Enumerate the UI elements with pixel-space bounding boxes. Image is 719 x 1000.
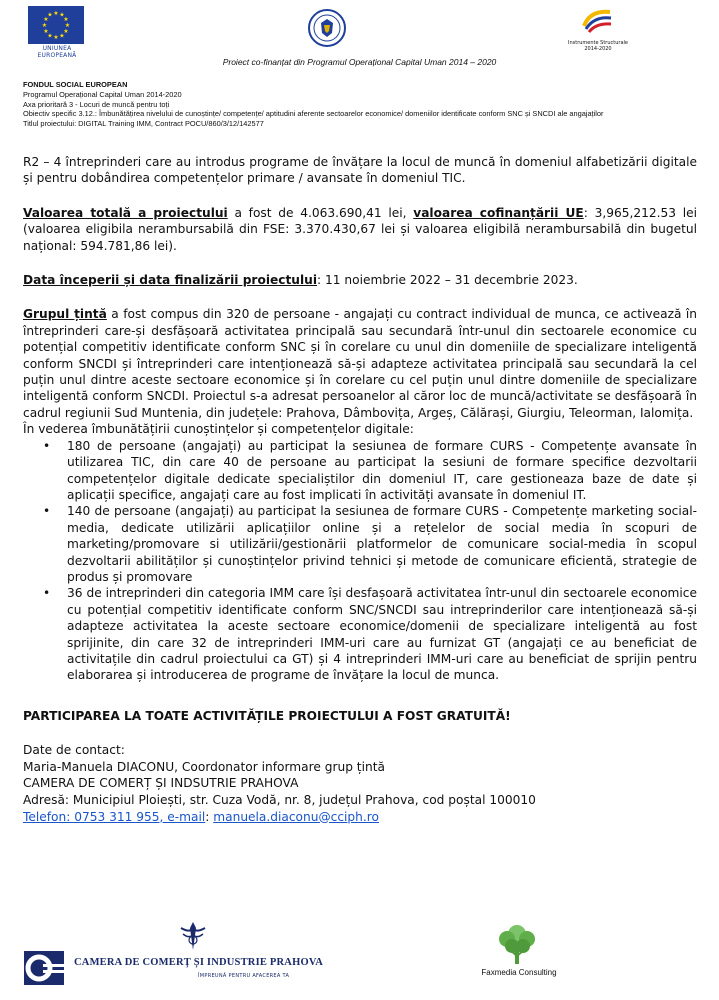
structural-instruments-caption: Instrumente Structurale 2014-2020: [568, 40, 628, 52]
svg-text:★: ★: [43, 16, 49, 23]
email-link[interactable]: manuela.diaconu@cciph.ro: [213, 809, 379, 824]
contact-phone-email: [23, 809, 697, 826]
result-r2: R2 – 4 întreprinderi care au introdus programe de învățare la locul de muncă în domeniul alfabetizării digitale și pentru dobândirea competențelor primare / avansate în domeniul TIC.: [23, 155, 697, 186]
tree-icon: [494, 922, 540, 966]
bullets-intro: În vederea îmbunătățirii cunoștințelor și competențelor digitale:: [23, 422, 414, 437]
faxmedia-name: Faxmedia Consulting: [481, 968, 557, 977]
cci-name: CAMERA DE COMERȚ ȘI INDUSTRIE PRAHOVA: [74, 957, 324, 968]
cofinanced-line: Proiect co-finanțat din Programul Operațional Capital Uman 2014 – 2020: [222, 57, 497, 67]
value-text-1: a fost de 4.063.690,41 lei,: [227, 205, 414, 220]
header-line-axis: Axa prioritară 3 - Locuri de muncă pentru toți: [23, 99, 170, 109]
header-line-program: Programul Operațional Capital Uman 2014-2020: [23, 89, 182, 99]
svg-text:★: ★: [59, 11, 65, 19]
contact-label: Date de contact:: [23, 743, 125, 758]
list-item: • 140 de persoane (angajați) au participat la sesiunea de formare CURS - Competențe marketing social-media, dedicate utilizării aplicațiilor online și a rețelelor de social media în scopuri de marketing/promovare si utilizării/gestionării platformelor de comunicare social-media în scopul dezvoltarii abilităților și cunoștințelor privind tehnici și metode de comunicare eficientă, strategie de produs și promovare: [67, 503, 697, 585]
cci-emblem-logo: [178, 920, 208, 952]
structural-instruments-logo: [580, 6, 614, 34]
svg-text:★: ★: [41, 22, 48, 29]
svg-text:★: ★: [43, 28, 49, 35]
svg-text:★: ★: [53, 10, 59, 17]
cofin-label: valoarea cofinanțării UE: [413, 205, 584, 220]
contact-person: Maria-Manuela DIACONU, Coordonator informare grup țintă: [23, 759, 385, 774]
header-line-fund: FONDUL SOCIAL EUROPEAN: [23, 80, 128, 89]
contact-colon: :: [205, 809, 214, 824]
list-item: • 36 de intreprinderi din categoria IMM care își desfașoară activitatea într-unul din sectoarele economice cu potențial competitiv identificate conform SNC/SNCDI sau intreprinderilor care intenționează să-și adapteze activitatea la aceste sectoare economice/domenii de specializare inteligentă au fost sprijinite, din care 32 de intreprinderi IMM-uri care au furnizat GT (angajați ce au beneficiat de activitațile din cadrul proiectului ca GT) și 4 intreprinderi IMM-uri care au beneficiat de sprijin pentru elaborarea și introducerea de programe de învățare la locul de munca.: [67, 585, 697, 683]
group-label: Grupul țintă: [23, 307, 107, 322]
header-line-title: Titlul proiectului: DIGITAL Training IMM, Contract POCU/860/3/12/142577: [23, 119, 264, 129]
government-emblem-logo: [307, 8, 347, 48]
contact-org: CAMERA DE COMERȚ ȘI INDSUTRIE PRAHOVA: [23, 776, 299, 791]
cci-logo-mark: [24, 951, 64, 985]
svg-text:★: ★: [64, 22, 71, 29]
group-text: a fost compus din 320 de persoane - angajați cu contract individual de munca, ce activează în întreprinderi care-și desfășoară activitatea principală sau secundară într-unul din sectoarele economice cu potențial competitiv identificate conform SNC și în corelare cu unul din domeniile de specializare inteligentă conform SNCDI și întreprinderi care intenționează să-și adapteze activitatea principală sau secundară la cel puțin unul dintre aceste sectoare economice și în corelare cu cel puțin unul dintre domeniile de specializare inteligentă conform SNCDI. Proiectul s-a adresat persoanelor al căror loc de muncă/activitate se desfășoară în cadrul regiunii Sud Muntenia, din județele: Prahova, Dâmbovița, Argeș, Călărași, Giurgiu, Teleorman, Ialomița.: [23, 307, 698, 420]
value-label: Valoarea totală a proiectului: [23, 205, 228, 220]
svg-text:★: ★: [53, 34, 59, 41]
eu-caption: UNIUNEA EUROPEANĂ: [37, 45, 77, 59]
cci-tagline: ÎMPREUNĂ PENTRU AFACEREA TA: [198, 973, 290, 979]
project-dates-paragraph: [23, 272, 697, 288]
dates-text: : 11 noiembrie 2022 – 31 decembrie 2023.: [317, 273, 578, 288]
list-item: • 180 de persoane (angajați) au participat la sesiunea de formare CURS - Competențe avansate în utilizarea TIC, din care 40 de persoane au participat la sesiuni de formare specifice dezvoltarii competențelor digitale dedicate specialiștilor din domeniul IT, care gestioneaza baze de date și aplicații specifice, angajați care au fost implicati în activități avansate în domeniul IT.: [67, 438, 697, 504]
results-list: [23, 438, 697, 684]
contact-address: Adresă: Municipiul Ploiești, str. Cuza Vodă, nr. 8, județul Prahova, cod poștal 100010: [23, 792, 536, 807]
free-participation-notice: PARTICIPAREA LA TOATE ACTIVITĂȚILE PROIECTULUI A FOST GRATUITĂ!: [23, 708, 511, 723]
header-line-objective: Obiectiv specific 3.12.: Îmbunătățirea nivelului de cunoștințe/ competențe/ aptitudini aferente sectoarelor economice/ domeniilor identificate conform SNC și SNCDI ale angajaților: [23, 109, 604, 119]
target-group-paragraph: [23, 306, 697, 421]
svg-text:★: ★: [63, 28, 69, 35]
svg-text:★: ★: [47, 11, 53, 19]
eu-flag-logo: [28, 6, 84, 44]
contact-block: [23, 742, 697, 825]
program-header: [23, 80, 693, 129]
project-value-paragraph: [23, 205, 697, 254]
svg-text:★: ★: [63, 16, 69, 23]
svg-text:★: ★: [47, 32, 53, 40]
phone-link[interactable]: Telefon: 0753 311 955, e-mail: [23, 809, 206, 824]
dates-label: Data începerii și data finalizării proiectului: [23, 273, 318, 288]
value-text-2: : 3,965,212.53 lei (valoarea eligibila nerambursabilă din FSE: 3.370.430,67 lei și valoarea eligibilă nerambursabilă din bugetul național: 594.781,86 lei).: [23, 205, 697, 253]
svg-text:★: ★: [59, 32, 65, 40]
main-content: [23, 154, 697, 825]
